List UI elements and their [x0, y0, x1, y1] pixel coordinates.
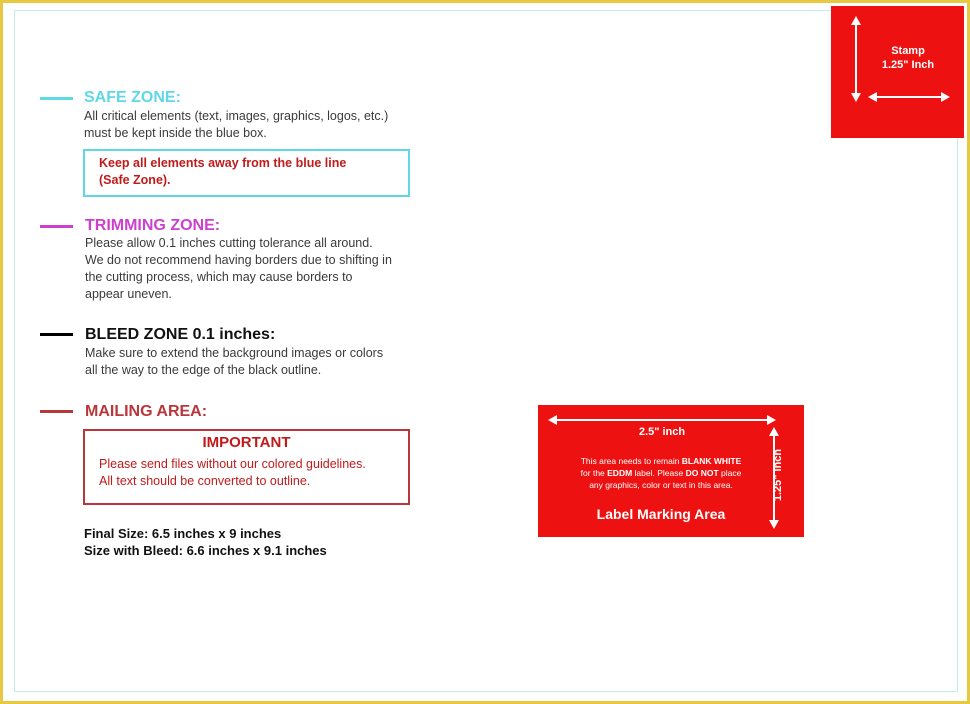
label-note-eddm: EDDM: [607, 468, 633, 478]
safe-zone-notice: [99, 155, 399, 189]
label-note-blank-white: BLANK WHITE: [681, 456, 742, 466]
trimming-zone-guide-line: [40, 225, 73, 228]
horizontal-arrow-icon: [868, 90, 950, 104]
label-note-line2-text: for the: [580, 468, 608, 478]
label-note-line2-mid: label. Please: [632, 468, 686, 478]
trimming-zone-title: TRIMMING ZONE:: [85, 217, 221, 234]
stamp-area: [831, 6, 964, 138]
label-note-line2-end: place: [718, 468, 742, 478]
important-line2: All text should be converted to outline.: [99, 474, 311, 488]
bleed-zone-line1: Make sure to extend the background images or colors: [85, 346, 384, 360]
mailing-area-title: MAILING AREA:: [85, 403, 208, 420]
label-marking-title: Label Marking Area: [596, 506, 726, 522]
bleed-zone-description: [85, 345, 383, 379]
label-height-text: 1.25" inch: [772, 448, 784, 502]
bleed-zone-guide-line: [40, 333, 73, 336]
safe-zone-title: SAFE ZONE:: [84, 89, 181, 106]
bleed-size: Size with Bleed: 6.6 inches x 9.1 inches: [84, 543, 327, 558]
safe-zone-notice-line2: (Safe Zone).: [99, 173, 171, 187]
trimming-zone-line1: Please allow 0.1 inches cutting tolerance all around.: [85, 236, 373, 250]
trimming-zone-line2: We do not recommend having borders due to shifting in: [85, 253, 392, 267]
safe-zone-notice-box: [83, 149, 410, 197]
vertical-arrow-icon: [848, 16, 864, 102]
stamp-label-line2: 1.25" Inch: [881, 59, 935, 71]
stamp-label: [873, 44, 943, 72]
important-body: [99, 456, 399, 490]
label-area-note: [552, 455, 770, 491]
trimming-zone-line4: appear uneven.: [85, 287, 172, 301]
final-size: Final Size: 6.5 inches x 9 inches: [84, 526, 282, 541]
label-note-line3: any graphics, color or text in this area.: [589, 480, 733, 490]
label-marking-area: [538, 405, 804, 537]
label-note-do-not: DO NOT: [685, 468, 719, 478]
bleed-zone-title: BLEED ZONE 0.1 inches:: [85, 326, 276, 343]
label-note-line2: [552, 467, 770, 479]
important-title: IMPORTANT: [202, 434, 291, 451]
trimming-zone-line3: the cutting process, which may cause borders to: [85, 270, 353, 284]
bleed-zone-line2: all the way to the edge of the black outline.: [85, 363, 322, 377]
important-line1: Please send files without our colored guidelines.: [99, 457, 366, 471]
label-note-line1: [552, 455, 770, 467]
safe-zone-notice-line1: Keep all elements away from the blue line: [99, 156, 347, 170]
safe-zone-description: [84, 108, 388, 142]
safe-zone-line2: must be kept inside the blue box.: [84, 126, 267, 140]
stamp-label-line1: Stamp: [891, 45, 925, 57]
trimming-zone-description: [85, 235, 392, 303]
safe-zone-line1: All critical elements (text, images, graphics, logos, etc.): [84, 109, 389, 123]
label-width-arrow-icon: [548, 413, 776, 427]
safe-zone-guide-line: [40, 97, 73, 100]
label-note-line1-text: This area needs to remain: [580, 456, 682, 466]
label-width-text: 2.5" inch: [638, 426, 686, 438]
mailing-area-guide-line: [40, 410, 73, 413]
important-notice-box: [83, 429, 410, 505]
